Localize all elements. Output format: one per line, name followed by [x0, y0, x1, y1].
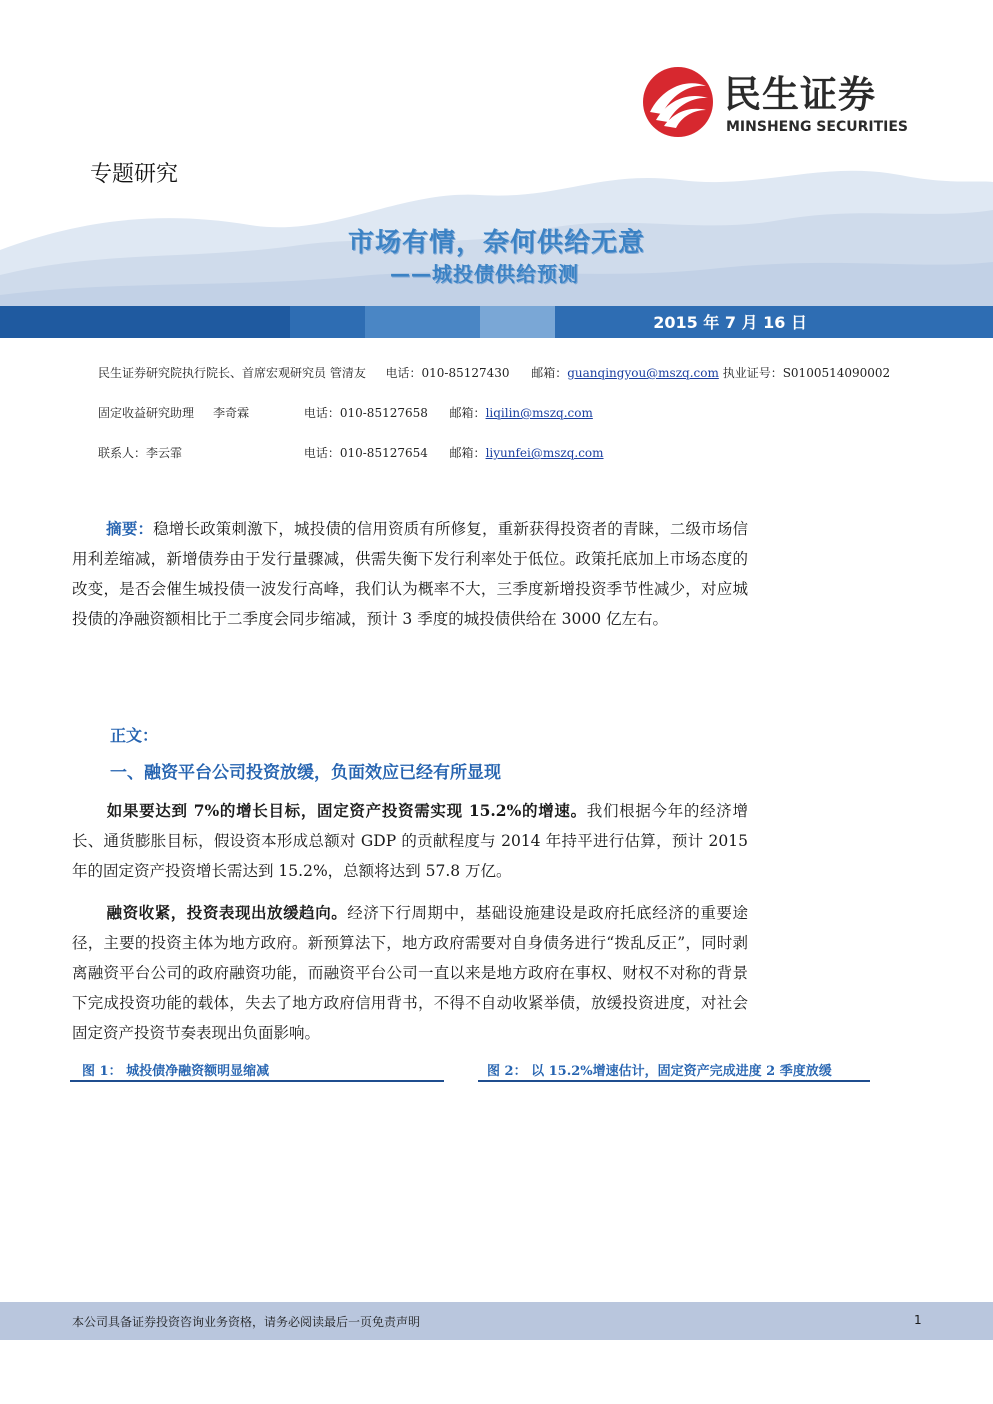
abstract-label: 摘要： — [106, 519, 154, 538]
figure-1-caption: 图 1： 城投债净融资额明显缩减 — [82, 1064, 270, 1079]
doc-type-label: 专题研究 — [90, 162, 179, 187]
contact-cert-label: 执业证号： — [722, 366, 783, 380]
page-number: 1 — [914, 1313, 922, 1327]
contact-role-name: 联系人：李云霏 — [98, 446, 183, 460]
body-paragraph-2 — [72, 898, 748, 1048]
contact-email-label: 邮箱： — [449, 406, 486, 420]
contact-row — [98, 364, 890, 381]
figure-1-rule — [70, 1080, 444, 1082]
contact-phone-label: 电话： — [303, 406, 340, 420]
contact-email-link[interactable]: liqilin@mszq.com — [485, 406, 593, 420]
abstract-text: 稳增长政策刺激下，城投债的信用资质有所修复，重新获得投资者的青睐，二级市场信用利差缩减，新增债券由于发行量骤减，供需失衡下发行利率处于低位。政策托底加上市场态度的改变，是否会催生城投债一波发行高峰，我们认为概率不大，三季度新增投资季节性减少，对应城投债的净融资额相比于二季度会同步缩减，预计 3 季度的城投债供给在 3000 亿左右。 — [72, 520, 748, 628]
footer-disclaimer: 本公司具备证券投资咨询业务资格，请务必阅读最后一页免责声明 — [72, 1315, 421, 1329]
paragraph-text: 经济下行周期中，基础设施建设是政府托底经济的重要途径，主要的投资主体为地方政府。新预算法下，地方政府需要对自身债务进行“拨乱反正”，同时剥离融资平台公司的政府融资功能，而融资平台公司一直以来是地方政府在事权、财权不对称的背景下完成投资功能的载体，失去了地方政府信用背书，不得不自动收紧举债，放缓投资进度，对社会固定资产投资节奏表现出负面影响。 — [72, 904, 748, 1042]
contact-row — [98, 444, 604, 461]
contact-cert: S0100514090002 — [782, 366, 891, 380]
contact-email-label: 邮箱： — [449, 446, 486, 460]
contact-row — [98, 404, 593, 421]
report-subtitle: ——城投债供给预测 — [390, 262, 579, 286]
contact-phone: 010-85127658 — [339, 406, 428, 420]
brand-name-cn: 民生证券 — [724, 73, 876, 116]
paragraph-lead: 如果要达到 7%的增长目标，固定资产投资需实现 15.2%的增速。 — [106, 801, 587, 820]
brand-name-en: MINSHENG SECURITIES — [726, 119, 908, 135]
abstract-paragraph — [72, 514, 748, 634]
paragraph-text: 我们根据今年的经济增长、通货膨胀目标，假设资本形成总额对 GDP 的贡献程度与 2014 年持平进行估算，预计 2015 年的固定资产投资增长需达到 15.2%，总额将达到 57.8 万亿。 — [72, 802, 748, 880]
section-heading: 一、融资平台公司投资放缓，负面效应已经有所显现 — [110, 763, 501, 783]
minsheng-logo-icon — [642, 66, 714, 138]
report-title: 市场有情，奈何供给无意 — [347, 228, 645, 258]
body-heading: 正文： — [110, 726, 159, 745]
date-bar — [0, 306, 993, 338]
figure-2-caption: 图 2： 以 15.2%增速估计，固定资产完成进度 2 季度放缓 — [487, 1064, 832, 1079]
contact-email-link[interactable]: guanqingyou@mszq.com — [567, 366, 719, 380]
contact-email-label: 邮箱： — [531, 366, 568, 380]
contact-phone: 010-85127430 — [421, 366, 510, 380]
contact-email-link[interactable]: liyunfei@mszq.com — [485, 446, 604, 460]
brand-logo — [642, 66, 922, 146]
contact-role-name: 民生证券研究院执行院长、首席宏观研究员 管清友 — [98, 366, 366, 380]
report-date: 2015 年 7 月 16 日 — [653, 313, 807, 332]
figure-2-rule — [478, 1080, 870, 1082]
body-paragraph-1 — [72, 796, 748, 886]
contact-phone-label: 电话： — [385, 366, 422, 380]
contact-role-name: 固定收益研究助理 李奇霖 — [98, 406, 250, 420]
paragraph-lead: 融资收紧，投资表现出放缓趋向。 — [106, 903, 348, 922]
contact-phone-label: 电话： — [303, 446, 340, 460]
contact-phone: 010-85127654 — [339, 446, 428, 460]
